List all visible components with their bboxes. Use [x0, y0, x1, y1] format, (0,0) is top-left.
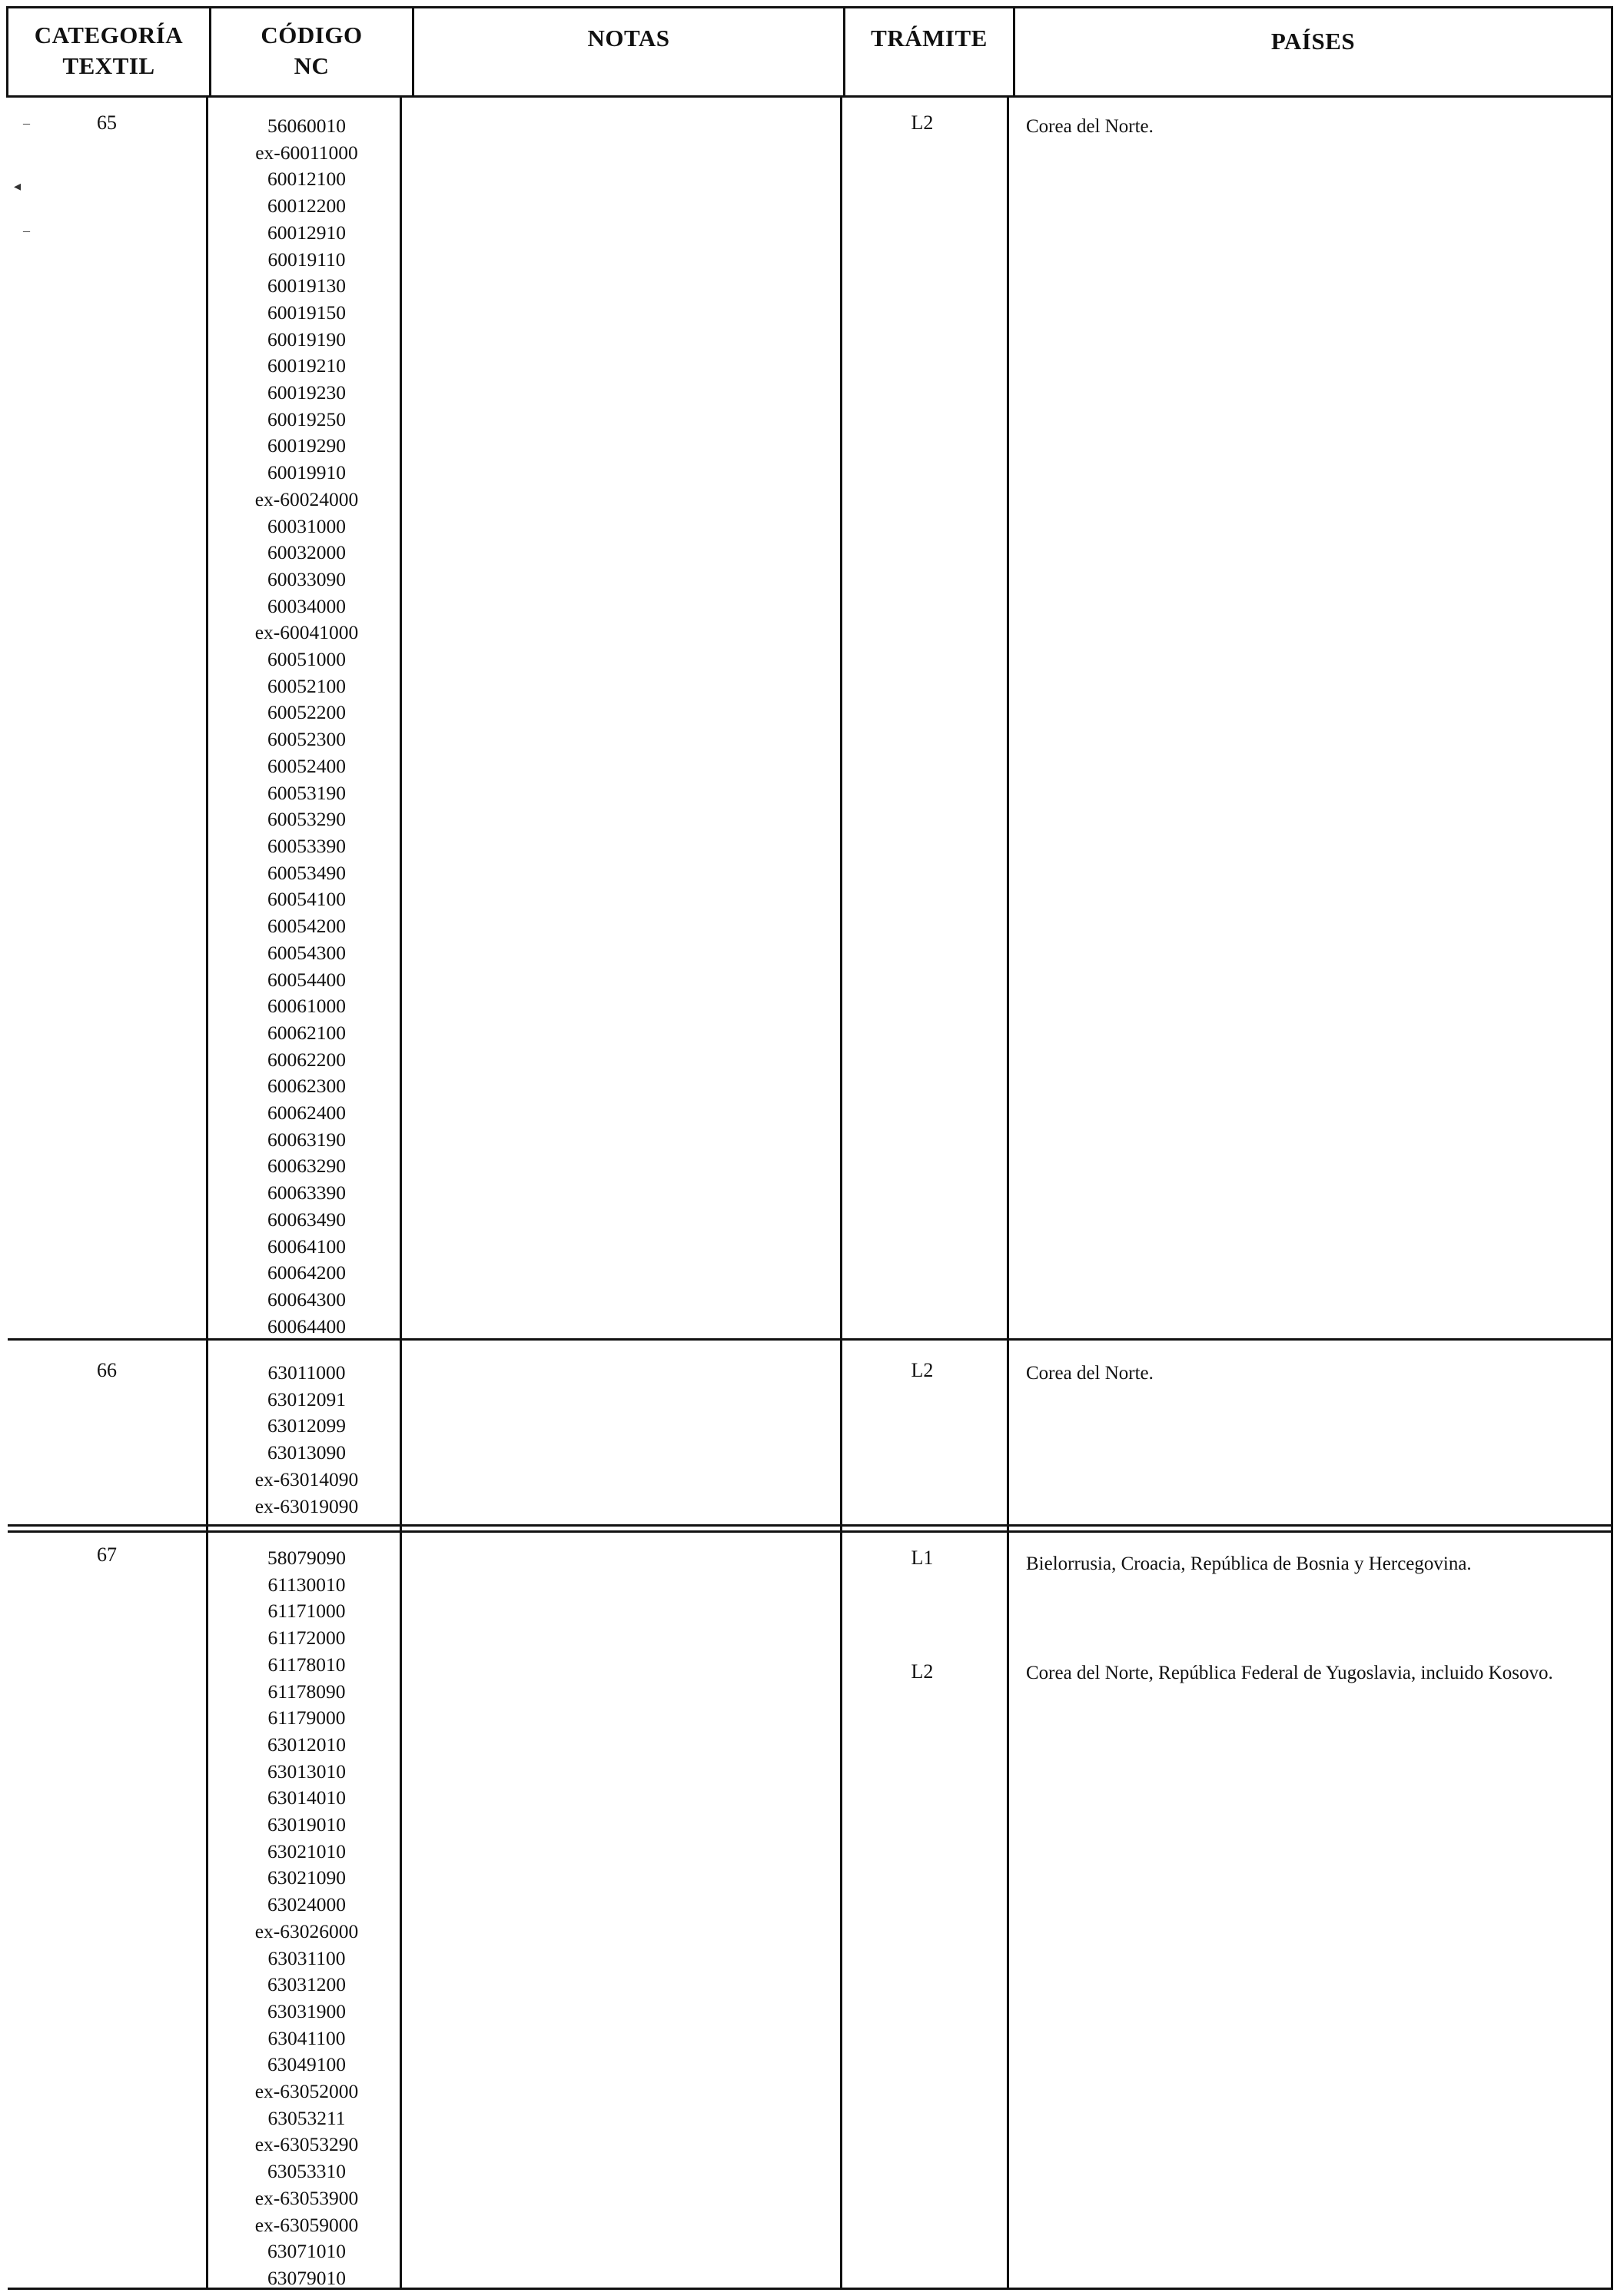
codigo-nc-item: ex-63019090	[254, 1494, 359, 1517]
codigo-nc-item: 60064100	[267, 1234, 346, 1258]
codigo-nc-item: 60053290	[267, 808, 346, 831]
codigo-nc-item: ex-63059000	[254, 2213, 359, 2236]
codigo-nc-item: 63012091	[267, 1387, 346, 1410]
codigo-nc-item: 60062200	[267, 1048, 346, 1071]
codigo-nc-item: 60012200	[267, 194, 346, 218]
codigo-nc-item: 60031000	[267, 514, 346, 537]
codigo-nc-item: 60032000	[267, 541, 346, 564]
col-divider-tramite	[840, 95, 842, 2290]
codigo-nc-item: 63014010	[267, 1786, 346, 1809]
codigo-nc-item: 60019110	[267, 248, 346, 271]
codigo-nc-item: 60062400	[267, 1101, 346, 1125]
row-separator	[8, 1524, 1613, 1527]
codigo-nc-item: 58079090	[267, 1547, 346, 1569]
header-codigo-line2: NC	[294, 52, 330, 79]
row-separator	[8, 1530, 1613, 1533]
codigo-list	[209, 113, 404, 1340]
codigo-nc-item: 60063190	[267, 1128, 346, 1151]
codigo-nc-item: 61172000	[267, 1626, 346, 1650]
header-codigo-line1: CÓDIGO	[261, 22, 363, 48]
header-paises: PAÍSES	[1270, 28, 1356, 55]
codigo-nc-item: 63031900	[267, 1999, 346, 2022]
codigo-nc-item: 60054100	[267, 888, 346, 911]
header-tramite: TRÁMITE	[871, 25, 988, 52]
header-bottom-border	[6, 95, 1613, 98]
codigo-nc-item: 60054300	[267, 941, 346, 964]
codigo-nc-item: 60019210	[267, 354, 346, 377]
codigo-nc-item: 60064200	[267, 1261, 346, 1284]
codigo-nc-item: 60063290	[267, 1155, 346, 1178]
codigo-nc-item: 60019150	[267, 301, 346, 324]
codigo-nc-item: 60063390	[267, 1181, 346, 1204]
codigo-nc-item: 56060010	[267, 115, 346, 137]
codigo-nc-item: 61179000	[267, 1706, 346, 1729]
tramite-cell: L2	[911, 1359, 934, 1381]
codigo-nc-item: 60062300	[267, 1075, 346, 1098]
codigo-nc-item: 61130010	[267, 1573, 346, 1596]
codigo-nc-item: 60033090	[267, 567, 346, 590]
codigo-nc-item: 60064300	[267, 1288, 346, 1311]
categoria-cell: 66	[97, 1359, 117, 1381]
tramite-cell: L2	[911, 1660, 934, 1683]
codigo-nc-item: 60053390	[267, 834, 346, 857]
codigo-nc-item: 60012100	[267, 168, 346, 191]
codigo-nc-item: 60012910	[267, 221, 346, 244]
codigo-nc-item: 60051000	[267, 648, 346, 671]
codigo-nc-item: 60053490	[267, 861, 346, 884]
codigo-nc-item: 60034000	[267, 594, 346, 617]
codigo-nc-item: 60062100	[267, 1021, 346, 1044]
codigo-nc-item: 60053190	[267, 781, 346, 804]
table-top-border	[6, 6, 1613, 8]
codigo-nc-item: 60052300	[267, 728, 346, 751]
codigo-nc-item: 63031200	[267, 1973, 346, 1996]
codigo-nc-item: 61178010	[267, 1653, 346, 1676]
paises-cell: Bielorrusia, Croacia, República de Bosnia y Hercegovina.	[1026, 1553, 1472, 1574]
codigo-nc-item: 60064400	[267, 1314, 346, 1337]
codigo-nc-item: 60061000	[267, 995, 346, 1018]
codigo-nc-item: 60019190	[267, 327, 346, 351]
codigo-nc-item: 63012099	[267, 1414, 346, 1437]
header-categoria-textil	[8, 20, 209, 81]
codigo-nc-item: 60019290	[267, 434, 346, 457]
codigo-nc-item: 63031100	[267, 1946, 346, 1969]
header-notas: NOTAS	[587, 25, 670, 52]
tramite-cell: L1	[911, 1547, 934, 1569]
codigo-nc-item: 60054200	[267, 915, 346, 938]
codigo-nc-item: ex-63026000	[254, 1919, 359, 1942]
codigo-nc-item: 60052100	[267, 674, 346, 697]
paises-cell: Corea del Norte.	[1026, 1363, 1154, 1384]
codigo-nc-item: ex-63052000	[254, 2080, 359, 2103]
codigo-nc-item: 60052200	[267, 701, 346, 724]
codigo-nc-item: 63021010	[267, 1839, 346, 1862]
codigo-nc-item: 63053211	[267, 2106, 346, 2129]
col-divider-codigo	[206, 95, 208, 2290]
codigo-nc-item: 63053310	[267, 2160, 346, 2183]
codigo-nc-item: 63012010	[267, 1733, 346, 1756]
header-categoria-line2: TEXTIL	[62, 52, 155, 79]
codigo-nc-item: 60052400	[267, 754, 346, 777]
codigo-nc-item: ex-60024000	[254, 487, 359, 510]
paises-cell: Corea del Norte.	[1026, 116, 1154, 137]
codigo-nc-item: 63013090	[267, 1441, 346, 1464]
codigo-nc-item: 60019130	[267, 274, 346, 297]
col-divider-right	[1611, 95, 1613, 2290]
header-categoria-line1: CATEGORÍA	[34, 22, 184, 48]
codigo-nc-item: 63079010	[267, 2266, 346, 2289]
margin-mark: ◂	[14, 178, 22, 194]
categoria-cell: 65	[97, 111, 117, 134]
codigo-nc-item: ex-63053290	[254, 2133, 359, 2156]
codigo-nc-item: 63049100	[267, 2053, 346, 2076]
codigo-nc-item: ex-63053900	[254, 2186, 359, 2209]
col-divider-paises	[1007, 95, 1009, 2290]
paises-cell: Corea del Norte, República Federal de Yugoslavia, incluido Kosovo.	[1026, 1663, 1553, 1683]
header-codigo-nc	[211, 20, 412, 81]
tramite-cell: L2	[911, 111, 934, 134]
codigo-nc-item: ex-60041000	[254, 621, 359, 644]
codigo-nc-item: 60063490	[267, 1208, 346, 1231]
codigo-nc-item: 63013010	[267, 1759, 346, 1783]
margin-mark: –	[23, 115, 30, 131]
codigo-list	[209, 1545, 404, 2292]
codigo-nc-item: 61171000	[267, 1600, 346, 1623]
codigo-nc-item: 63021090	[267, 1866, 346, 1889]
margin-mark: –	[23, 223, 30, 238]
codigo-nc-item: 63019010	[267, 1813, 346, 1836]
categoria-cell: 67	[97, 1543, 117, 1566]
codigo-nc-item: 63041100	[267, 2026, 346, 2049]
codigo-nc-item: ex-63014090	[254, 1467, 359, 1490]
codigo-nc-item: 61178090	[267, 1680, 346, 1703]
codigo-nc-item: 60019910	[267, 461, 346, 484]
codigo-list	[209, 1360, 404, 1520]
codigo-nc-item: 63024000	[267, 1893, 346, 1916]
codigo-nc-item: 63011000	[267, 1361, 346, 1384]
header-col-divider	[1611, 6, 1613, 98]
codigo-nc-item: 63071010	[267, 2240, 346, 2263]
codigo-nc-item: 60019230	[267, 381, 346, 404]
codigo-nc-item: 60019250	[267, 407, 346, 430]
codigo-nc-item: ex-60011000	[255, 141, 358, 164]
codigo-nc-item: 60054400	[267, 968, 346, 991]
